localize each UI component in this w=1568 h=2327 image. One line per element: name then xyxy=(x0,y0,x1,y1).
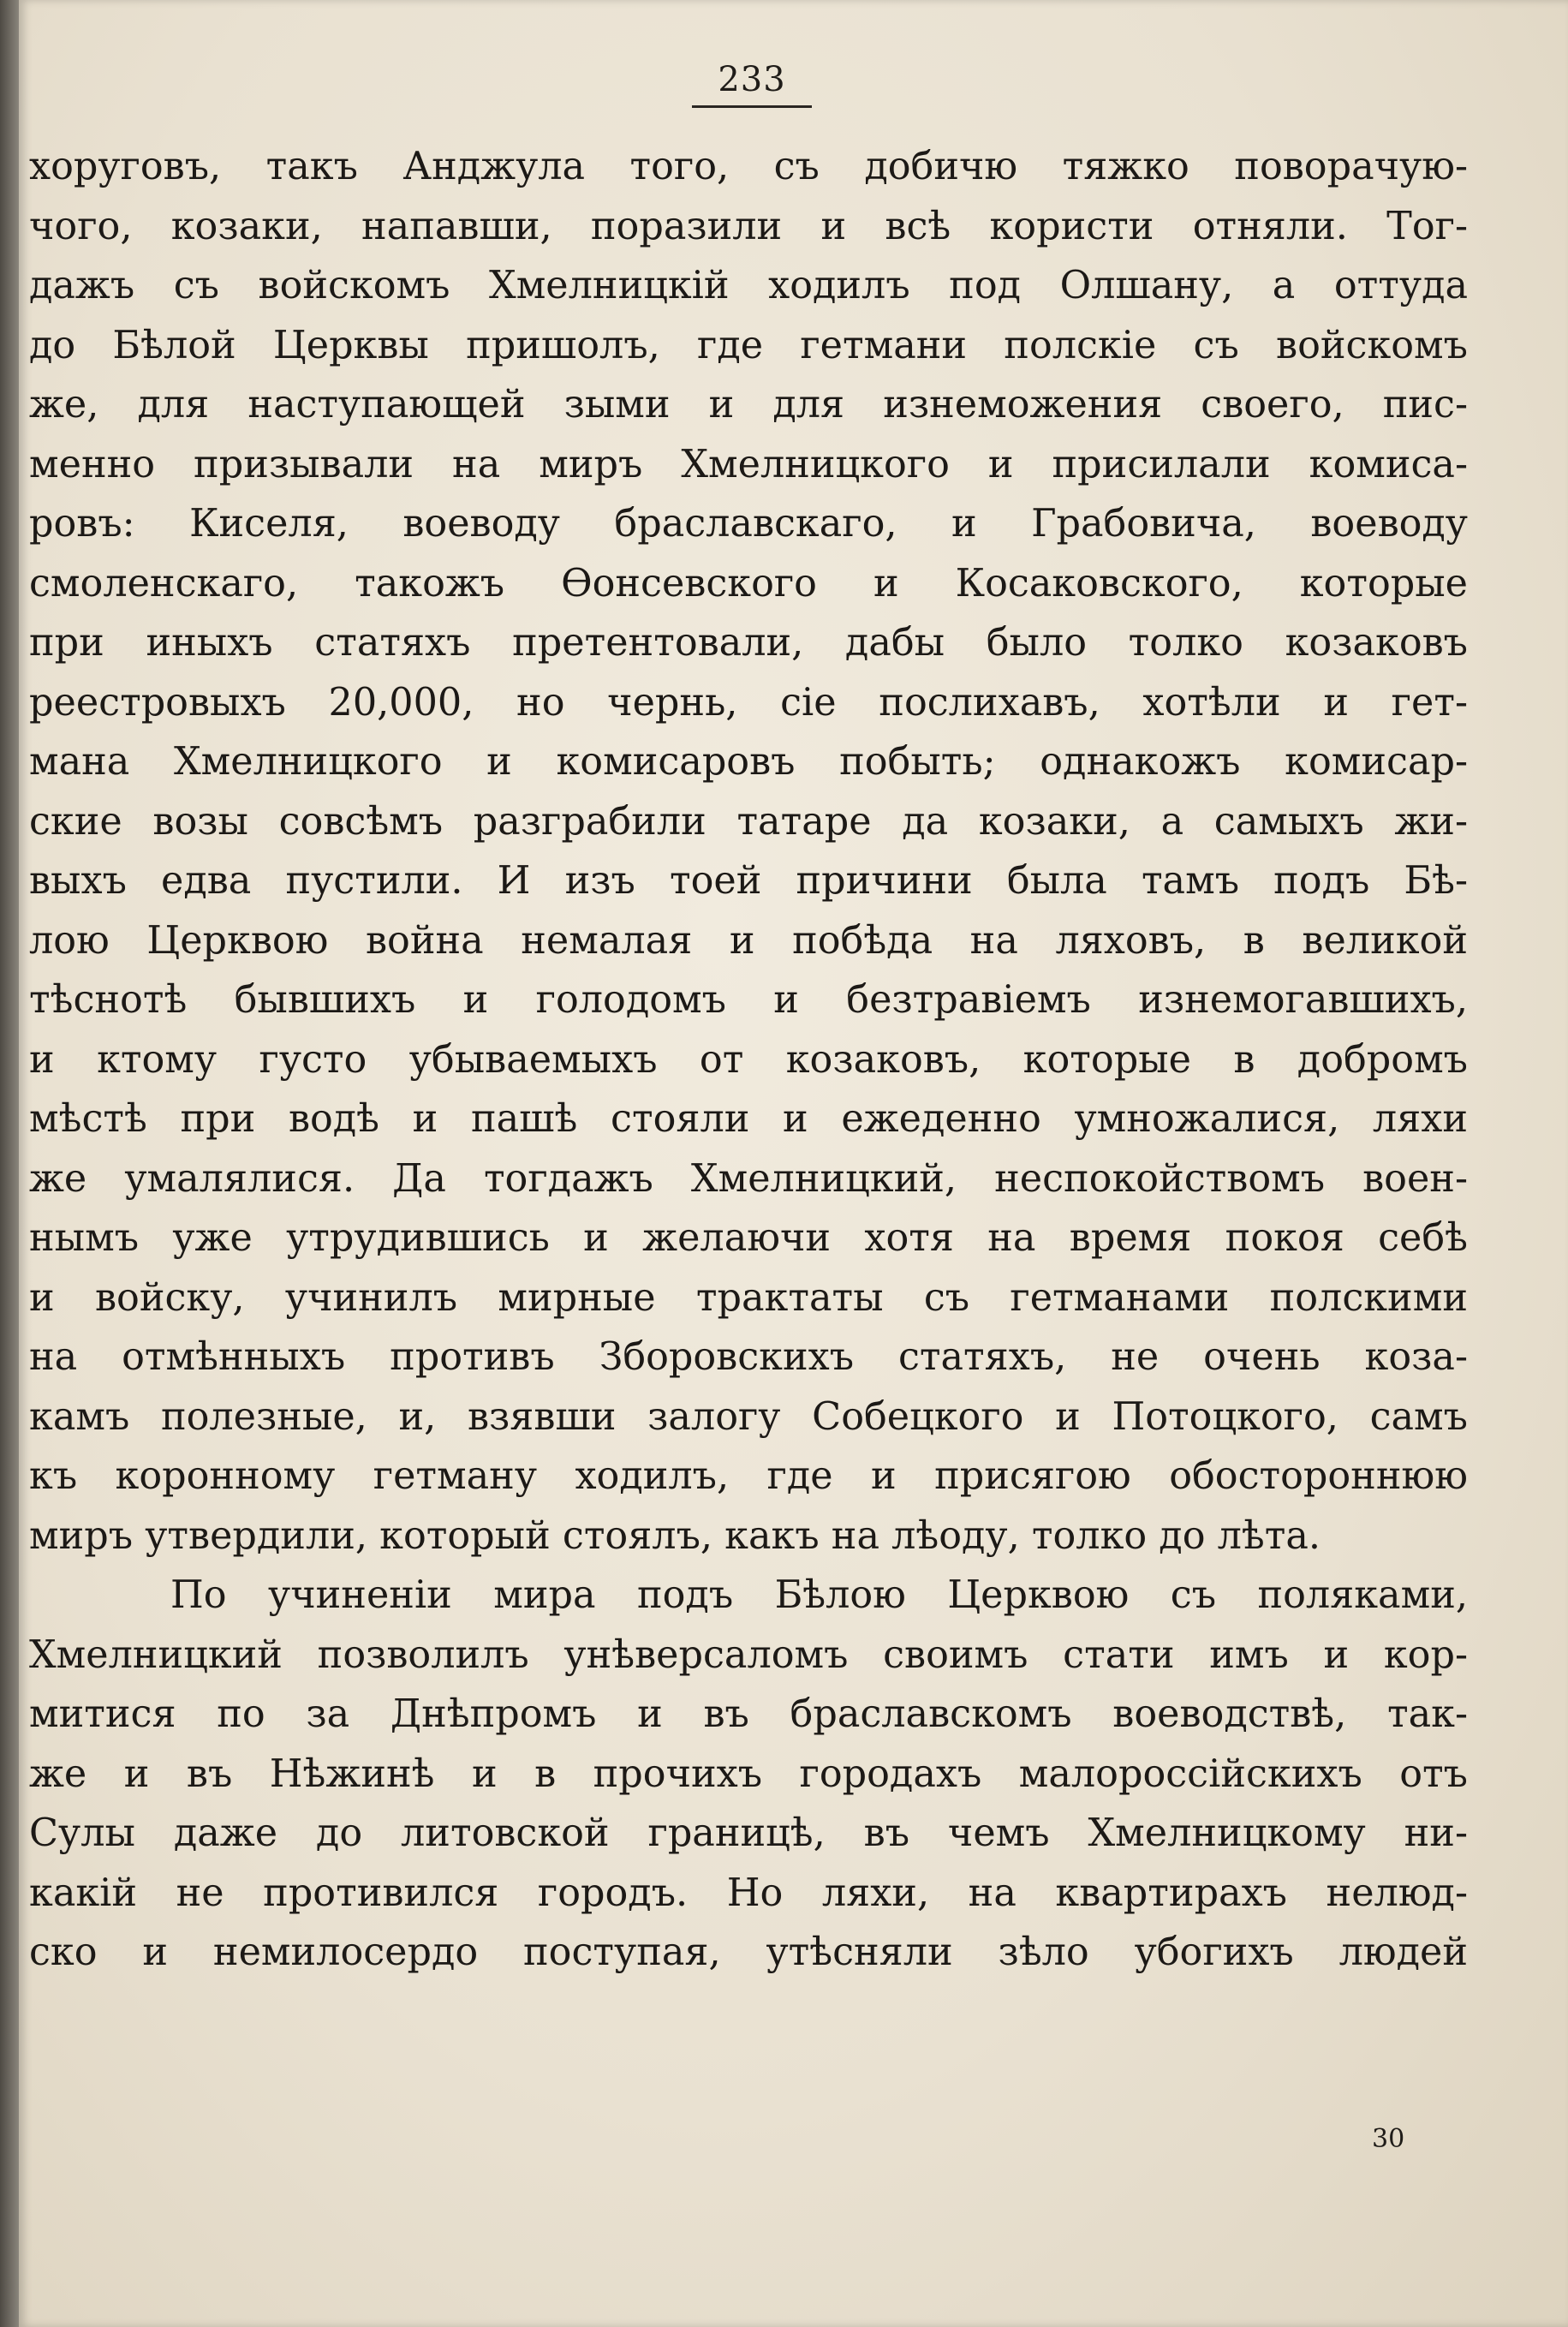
text-line: же, для наступающей зыми и для изнеможения своего, пис- xyxy=(29,383,1468,427)
text-line: ско и немилосердо поступая, утѣсняли зѣло убогихъ людей xyxy=(29,1930,1468,1974)
text-line: Хмелницкий позволилъ унѣверсаломъ своимъ стати имъ и кор- xyxy=(29,1632,1468,1677)
text-line: камъ полезные, и, взявши залогу Собецкого и Потоцкого, самъ xyxy=(29,1394,1468,1439)
text-line: ровъ: Киселя, воеводу браславскаго, и Грабовича, воеводу xyxy=(29,502,1468,546)
text-line: менно призывали на миръ Хмелницкого и присилали комиса- xyxy=(29,442,1468,486)
text-line: къ коронному гетману ходилъ, где и присягою обостороннюю xyxy=(29,1454,1468,1498)
text-line: до Бѣлой Церквы пришолъ, где гетмани полскіе съ войскомъ xyxy=(29,323,1468,367)
text-line: хоруговъ, такъ Анджула того, съ добичю тяжко поворачую- xyxy=(29,145,1468,188)
text-line: выхъ едва пустили. И изъ тоей причини была тамъ подъ Бѣ- xyxy=(29,859,1468,903)
text-line: смоленскаго, такожъ Ѳонсевского и Косаковского, которые xyxy=(29,561,1468,606)
text-line: Сулы даже до литовской границѣ, въ чемъ Хмелницкому ни- xyxy=(29,1811,1468,1855)
body-text xyxy=(29,137,1468,1983)
text-line: чого, козаки, напавши, поразили и всѣ користи отняли. Тог- xyxy=(29,204,1468,248)
text-line: на отмѣнныхъ противъ Зборовскихъ статяхъ, не очень коза- xyxy=(29,1335,1468,1379)
book-page xyxy=(19,0,1568,2327)
page-number: 233 xyxy=(718,60,786,99)
text-line: при иныхъ статяхъ претентовали, дабы было толко козаковъ xyxy=(29,621,1468,665)
text-line: какій не противился городъ. Но ляхи, на квартирахъ нелюд- xyxy=(29,1871,1468,1915)
text-line: и войску, учинилъ мирные трактаты съ гетманами полскими xyxy=(29,1275,1468,1320)
text-line: По учиненіи мира подъ Бѣлою Церквою съ поляками, xyxy=(170,1573,1468,1617)
signature-mark: 30 xyxy=(1372,2124,1405,2154)
text-line: мана Хмелницкого и комисаровъ побыть; однакожъ комисар- xyxy=(29,740,1468,784)
page-number-rule xyxy=(692,105,812,108)
text-line: ские возы совсѣмъ разграбили татаре да козаки, а самыхъ жи- xyxy=(29,799,1468,844)
text-line: митися по за Днѣпромъ и въ браславскомъ воеводствѣ, так- xyxy=(29,1692,1468,1736)
text-line: реестровыхъ 20,000, но чернь, сіе послихавъ, хотѣли и гет- xyxy=(29,680,1468,725)
text-line: миръ утвердили, который стоялъ, какъ на лѣоду, толко до лѣта. xyxy=(29,1513,1321,1558)
text-line: нымъ уже утрудившись и желаючи хотя на время покоя себѣ xyxy=(29,1216,1468,1260)
text-line: тѣснотѣ бывшихъ и голодомъ и безтравіемъ изнемогавшихъ, xyxy=(29,978,1468,1022)
text-line: дажъ съ войскомъ Хмелницкій ходилъ под Олшану, а оттуда xyxy=(29,264,1468,307)
book-binding-edge xyxy=(0,0,19,2327)
text-line: мѣстѣ при водѣ и пашѣ стояли и ежеденно умножалися, ляхи xyxy=(29,1097,1468,1141)
text-line: же умалялися. Да тогдажъ Хмелницкий, неспокойствомъ воен- xyxy=(29,1156,1468,1201)
text-line: и ктому густо убываемыхъ от козаковъ, которые в добромъ xyxy=(29,1037,1468,1082)
text-line: же и въ Нѣжинѣ и в прочихъ городахъ малороссійскихъ отъ xyxy=(29,1751,1468,1796)
text-line: лою Церквою война немалая и побѣда на ляховъ, в великой xyxy=(29,918,1468,963)
